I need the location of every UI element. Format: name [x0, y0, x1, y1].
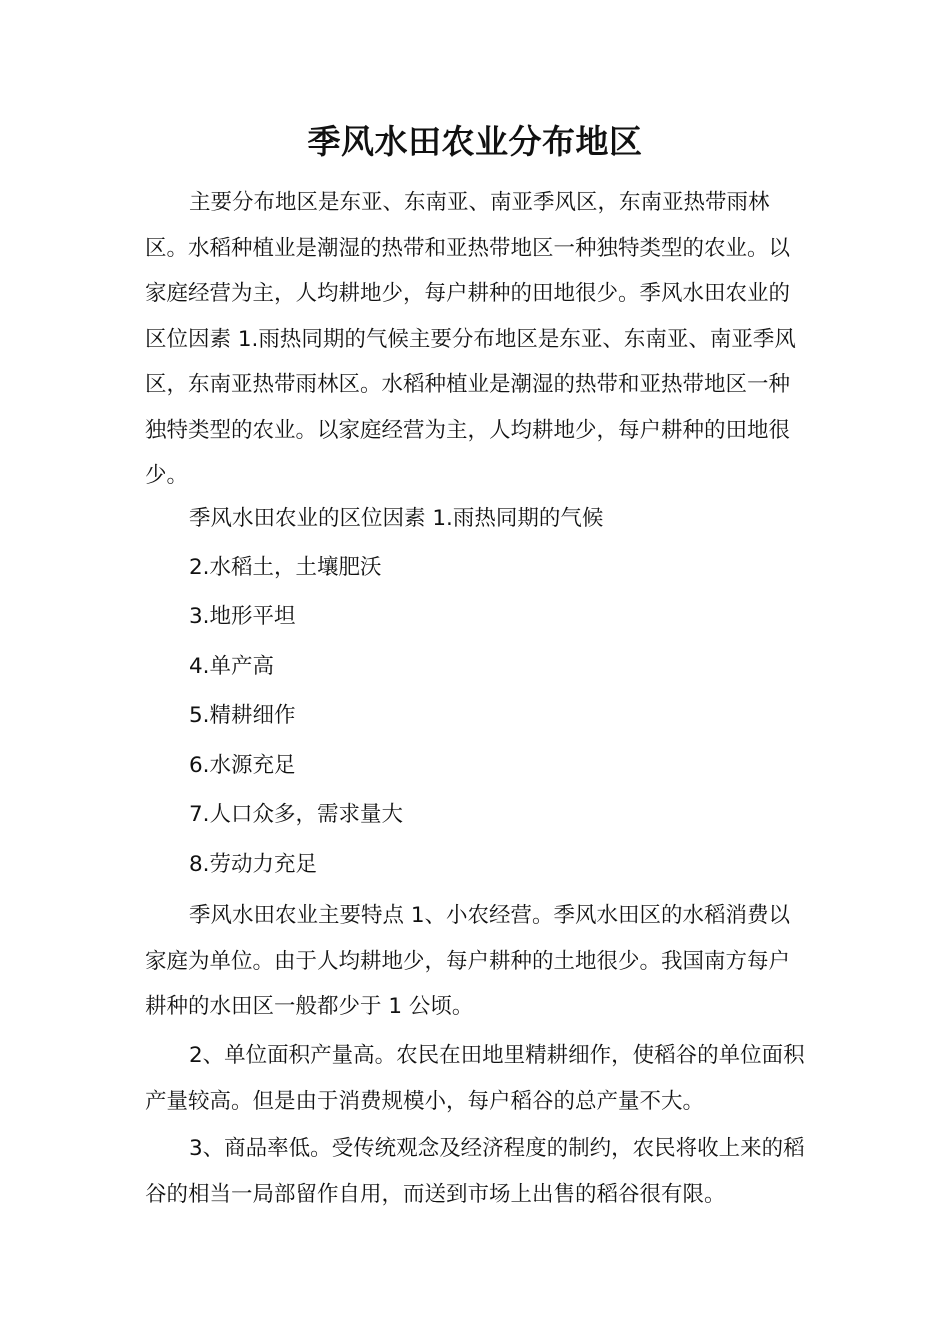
factor-item: 7.人口众多，需求量大 [189, 802, 404, 827]
factor-item: 5.精耕细作 [189, 703, 296, 728]
paragraph-distribution: 主要分布地区是东亚、东南亚、南亚季风区，东南亚热带雨林区。水稻种植业是潮湿的热带和亚热带地区一种独特类型的农业。以家庭经营为主，人均耕地少，每户耕种的田地很少。季风水田农业的区位因素 1.雨热同期的气候主要分布地区是东亚、东南亚、南亚季风区，东南亚热带雨林区。水稻种植业是潮湿的热带和亚热带地区一种独特类型的农业。以家庭经营为主，人均耕地少，每户耕种的田地很少。 [145, 190, 796, 488]
factor-item: 4.单产高 [189, 654, 275, 679]
paragraph-location-factors: 季风水田农业的区位因素 1.雨热同期的气候 [189, 506, 604, 531]
factor-item: 6.水源充足 [189, 753, 296, 778]
factor-item: 8.劳动力充足 [189, 852, 318, 877]
paragraph-feature-low-commodity-rate: 3、商品率低。受传统观念及经济程度的制约，农民将收上来的稻谷的相当一局部留作自用，而送到市场上出售的稻谷很有限。 [145, 1136, 805, 1207]
factor-item: 2.水稻土，土壤肥沃 [189, 555, 382, 580]
factor-item: 3.地形平坦 [189, 604, 296, 629]
paragraph-feature-high-yield: 2、单位面积产量高。农民在田地里精耕细作，使稻谷的单位面积产量较高。但是由于消费规模小，每户稻谷的总产量不大。 [145, 1043, 805, 1114]
paragraph-feature-small-scale: 季风水田农业主要特点 1、小农经营。季风水田区的水稻消费以家庭为单位。由于人均耕地少，每户耕种的土地很少。我国南方每户耕种的水田区一般都少于 1 公顷。 [145, 903, 791, 1019]
document-title: 季风水田农业分布地区 [307, 122, 643, 161]
